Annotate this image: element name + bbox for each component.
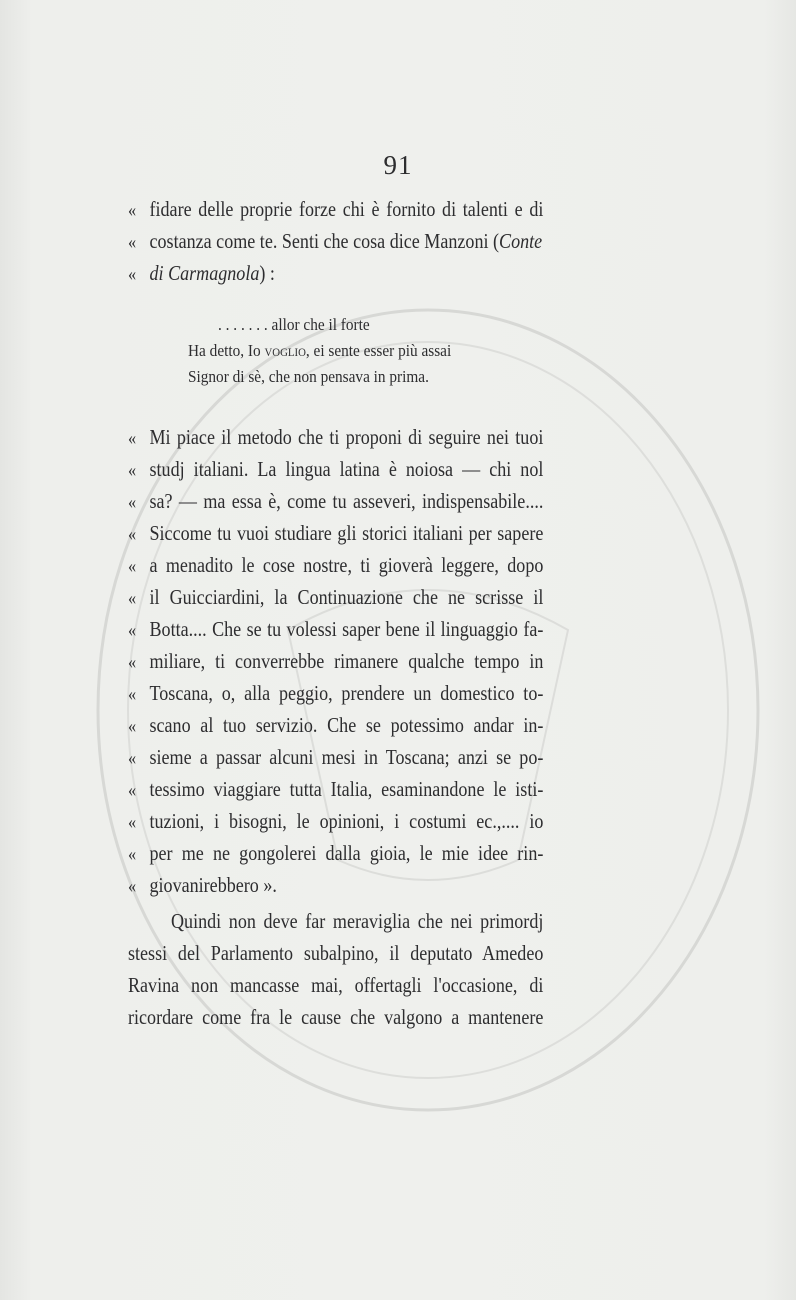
paragraph-line: Quindi non deve far meraviglia che nei primordj <box>171 909 544 933</box>
text-line: « per me ne gongolerei dalla gioia, le mie idee rin- <box>128 841 544 865</box>
text-line: « il Guicciardini, la Continuazione che ne scrisse il <box>128 585 544 609</box>
text-line: « Mi piace il metodo che ti proponi di seguire nei tuoi <box>128 425 544 449</box>
text-line: « costanza come te. Senti che cosa dice Manzoni (Conte <box>128 226 543 256</box>
quote-mark: « <box>128 200 137 221</box>
quote-mark: « <box>128 232 137 253</box>
text-line: « Siccome tu vuoi studiare gli storici italiani per sapere <box>128 521 544 545</box>
verse-line: . . . . . . . allor che il forte <box>218 315 370 334</box>
page-number: 91 <box>383 150 413 180</box>
verse-line: Ha detto, Io voglio, ei sente esser più assai <box>188 341 452 360</box>
text-line: « tuzioni, i bisogni, le opinioni, i costumi ec.,.... io <box>128 809 544 833</box>
paragraph-line: stessi del Parlamento subalpino, il deputato Amedeo <box>128 941 544 965</box>
text-line: « Botta.... Che se tu volessi saper bene il linguaggio fa- <box>128 617 544 641</box>
paragraph-line: ricordare come fra le cause che valgono a mantenere <box>128 1005 544 1029</box>
verse-line: Signor di sè, che non pensava in prima. <box>188 367 429 386</box>
text-line: « miliare, ti converrebbe rimanere qualche tempo in <box>128 649 544 673</box>
text-line: « a menadito le cose nostre, ti gioverà leggere, dopo <box>128 553 544 577</box>
quote-mark: « <box>128 264 137 285</box>
text-line: « Toscana, o, alla peggio, prendere un domestico to- <box>128 681 544 705</box>
text-line: « scano al tuo servizio. Che se potessimo andar in- <box>128 713 544 737</box>
text-line: « sieme a passar alcuni mesi in Toscana; anzi se po- <box>128 745 544 769</box>
text-line: « tessimo viaggiare tutta Italia, esaminandone le isti- <box>128 777 544 801</box>
closing-quote: ». <box>263 873 277 897</box>
text-line: « giovanirebbero ». <box>128 873 277 897</box>
text-line: « di Carmagnola) : <box>128 258 543 288</box>
text-line: « sa? — ma essa è, come tu asseveri, indispensabile.... <box>128 489 544 513</box>
text-line: « fidare delle proprie forze chi è fornito di talenti e di <box>128 194 543 224</box>
text-line: « studj italiani. La lingua latina è noiosa — chi nol <box>128 457 544 481</box>
paragraph-line: Ravina non mancasse mai, offertagli l'occasione, di <box>128 973 544 997</box>
